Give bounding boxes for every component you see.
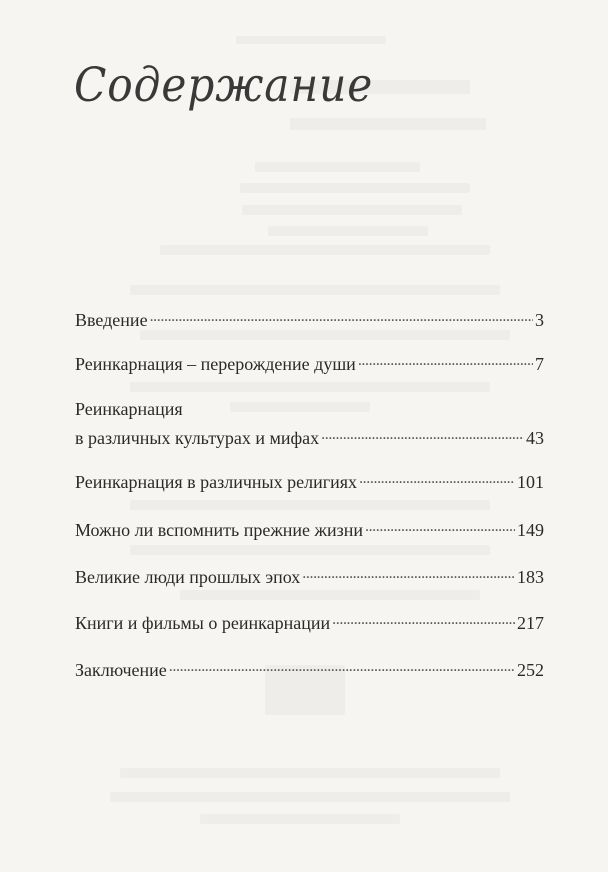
toc-entry-title: Реинкарнация – перерождение души	[75, 354, 356, 374]
toc-entry-line	[75, 654, 544, 683]
toc-leader-dots	[169, 654, 515, 676]
toc-entry-title: Введение	[75, 310, 148, 330]
toc-entry-cultures-myths[interactable]	[75, 396, 544, 451]
toc-entry-past-lives[interactable]	[75, 514, 544, 543]
toc-entry-title: Великие люди прошлых эпох	[75, 567, 301, 587]
toc-entry-great-people[interactable]	[75, 561, 544, 590]
toc-entry-line	[75, 348, 544, 377]
toc-leader-dots	[365, 514, 515, 536]
toc-entry-line	[75, 422, 544, 451]
toc-entry-title: Заключение	[75, 660, 167, 680]
toc-entry-books-films[interactable]	[75, 607, 544, 636]
toc-entry-title: Книги и фильмы о реинкарнации	[75, 613, 331, 633]
toc-entry-line	[75, 607, 544, 636]
toc-entry-title-line-1: Реинкарнация	[75, 399, 183, 419]
toc-leader-dots	[150, 304, 533, 326]
toc-leader-dots	[302, 561, 515, 583]
toc-leader-dots	[358, 348, 533, 370]
toc-entry-title: Реинкарнация в различных религиях	[75, 472, 358, 492]
toc-entry-title: Можно ли вспомнить прежние жизни	[75, 520, 363, 540]
toc-entry-line	[75, 514, 544, 543]
toc-entry-line	[75, 466, 544, 495]
toc-page-number: 3	[535, 310, 544, 330]
toc-entry-line	[75, 561, 544, 590]
toc-entry-conclusion[interactable]	[75, 654, 544, 683]
toc-leader-dots	[321, 422, 524, 444]
toc-entry-title-line-2: в различных культурах и мифах	[75, 428, 320, 448]
toc-entry-religions[interactable]	[75, 466, 544, 495]
toc-page-number: 149	[517, 520, 544, 540]
toc-entry-reincarnation-rebirth[interactable]	[75, 348, 544, 377]
toc-entry-line	[75, 304, 544, 333]
toc-page-number: 7	[535, 354, 544, 374]
toc-leader-dots	[332, 607, 515, 629]
toc-entry-introduction[interactable]	[75, 304, 544, 333]
toc-page-number: 43	[526, 428, 544, 448]
page-title: Содержание	[74, 58, 374, 113]
toc-leader-dots	[359, 466, 515, 488]
toc-page-number: 101	[517, 472, 544, 492]
toc-page-number: 252	[517, 660, 544, 680]
toc-page-number: 183	[517, 567, 544, 587]
toc-page-number: 217	[517, 613, 544, 633]
